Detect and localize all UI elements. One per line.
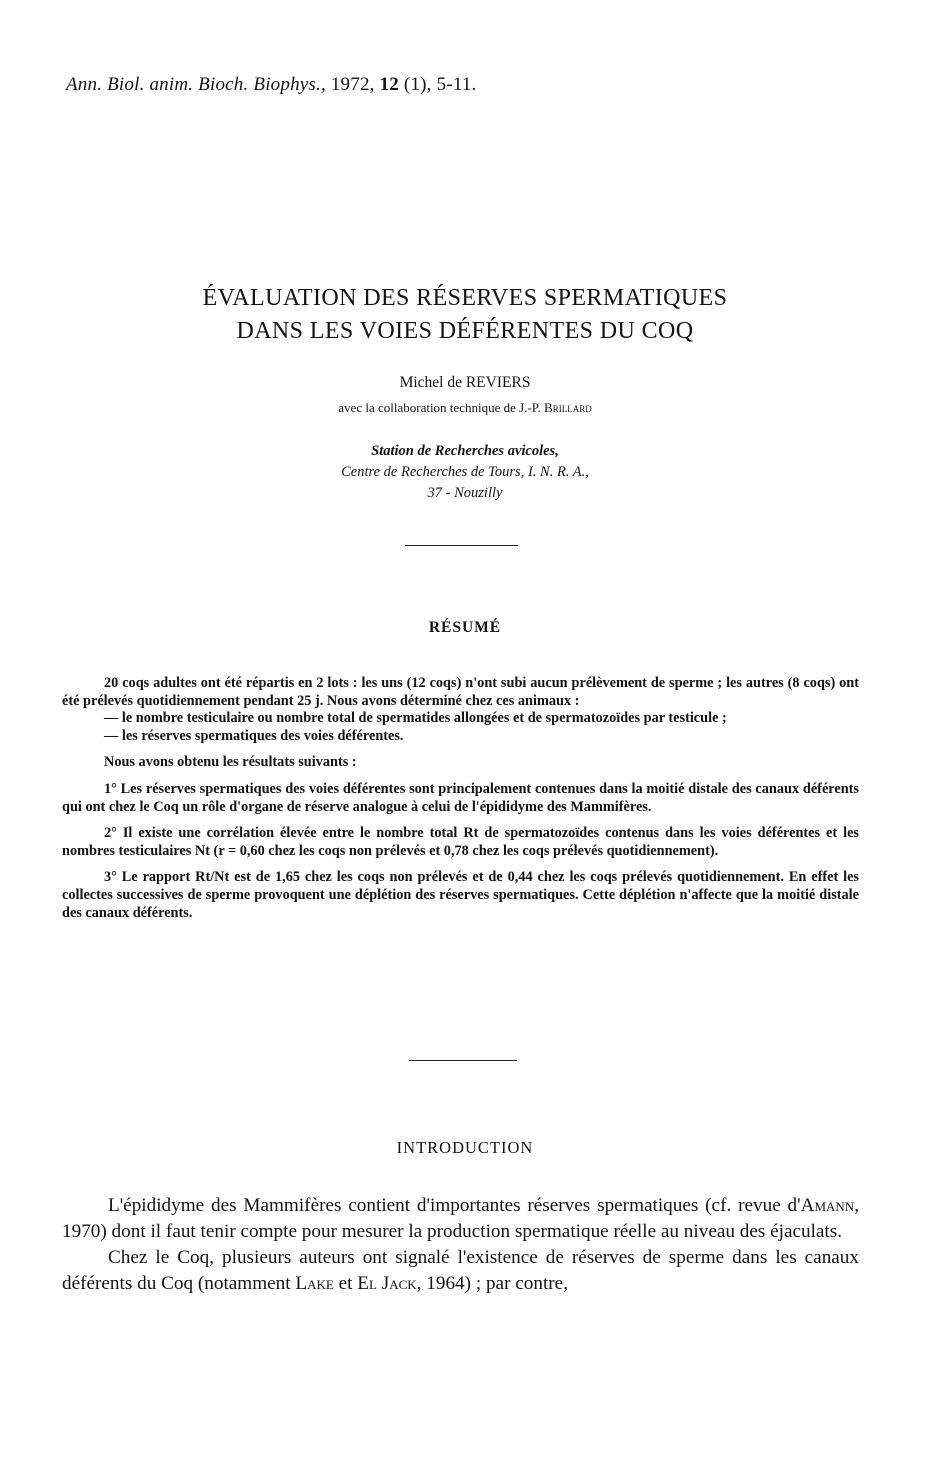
author-ref-el-jack: El Jack <box>357 1273 417 1294</box>
intro-p2-text-b: , 1964) ; par contre, <box>416 1273 568 1294</box>
collab-name: Brillard <box>544 400 592 415</box>
abstract-paragraph-2: Nous avons obtenu les résultats suivants : <box>104 754 357 771</box>
separator-rule-top <box>405 545 518 546</box>
paper-title <box>0 282 930 348</box>
journal-name: Ann. Biol. anim. Bioch. Biophys., <box>66 74 326 95</box>
author-name: Michel de REVIERS <box>399 374 531 391</box>
intro-p2-text-a: Chez le Coq, plusieurs auteurs ont signalé l'existence de réserves de sperme dans les canaux déférents du Coq (notamment <box>62 1247 859 1294</box>
title-line-1: ÉVALUATION DES RÉSERVES SPERMATIQUES <box>202 285 728 311</box>
intro-p1-text-b: , 1970) dont il faut tenir compte pour mesurer la production spermatique réelle au niveau des éjaculats. <box>62 1195 859 1242</box>
journal-pages: 5-11. <box>436 74 477 95</box>
affiliation-line-2: Centre de Recherches de Tours, I. N. R. A., <box>341 464 589 480</box>
abstract-result-1: 1° Les réserves spermatiques des voies déférentes sont principalement contenues dans la moitié distale des canaux déférents qui ont chez le Coq un rôle d'organe de réserve analogue à celui de l'épididyme des Mammifères. <box>62 780 859 815</box>
introduction-paragraph-2 <box>62 1245 859 1297</box>
author-ref-amann: Amann <box>800 1195 855 1216</box>
abstract-item-2: — les réserves spermatiques des voies déférentes. <box>104 727 404 744</box>
intro-p2-text-mid: et <box>333 1273 358 1294</box>
collab-prefix: avec la collaboration technique de J.-P. <box>338 400 541 415</box>
separator-rule-bottom <box>409 1060 517 1061</box>
affiliation <box>0 441 930 504</box>
title-line-2: DANS LES VOIES DÉFÉRENTES DU COQ <box>236 318 694 344</box>
intro-p1-text-a: L'épididyme des Mammifères contient d'importantes réserves spermatiques (cf. revue d' <box>108 1195 801 1216</box>
abstract-paragraph-1: 20 coqs adultes ont été répartis en 2 lots : les uns (12 coqs) n'ont subi aucun prélèvement de sperme ; les autres (8 coqs) ont été prélevés quotidiennement pendant 25 j. Nous avons déterminé chez ces animaux : <box>62 675 859 709</box>
journal-citation <box>66 74 476 96</box>
abstract-item-1: — le nombre testiculaire ou nombre total de spermatides allongées et de spermatozoïdes par testicule ; <box>104 710 727 727</box>
journal-volume: 12 <box>379 74 399 95</box>
introduction-paragraph-1 <box>62 1193 859 1245</box>
abstract <box>62 675 859 922</box>
technical-collaboration <box>0 400 930 416</box>
affiliation-line-3: 37 - Nouzilly <box>427 485 503 501</box>
resume-heading: RÉSUMÉ <box>428 619 502 636</box>
introduction-heading: INTRODUCTION <box>396 1138 534 1157</box>
affiliation-line-1: Station de Recherches avicoles, <box>371 443 559 459</box>
journal-issue: (1), <box>403 74 432 95</box>
abstract-result-3: 3° Le rapport Rt/Nt est de 1,65 chez les coqs non prélevés et de 0,44 chez les coqs prélevés quotidiennement. En effet les collectes successives de sperme provoquent une déplétion des réserves spermatiques. Cette déplétion n'affecte que la moitié distale des canaux déférents. <box>62 869 859 921</box>
journal-year: 1972, <box>330 74 375 95</box>
introduction-text <box>62 1193 859 1297</box>
author-ref-lake: Lake <box>295 1273 334 1294</box>
abstract-result-2: 2° Il existe une corrélation élevée entre le nombre total Rt de spermatozoïdes contenus dans les voies déférentes et les nombres testiculaires Nt (r = 0,60 chez les coqs non prélevés et 0,78 chez les coqs prélevés quotidiennement). <box>62 825 859 859</box>
